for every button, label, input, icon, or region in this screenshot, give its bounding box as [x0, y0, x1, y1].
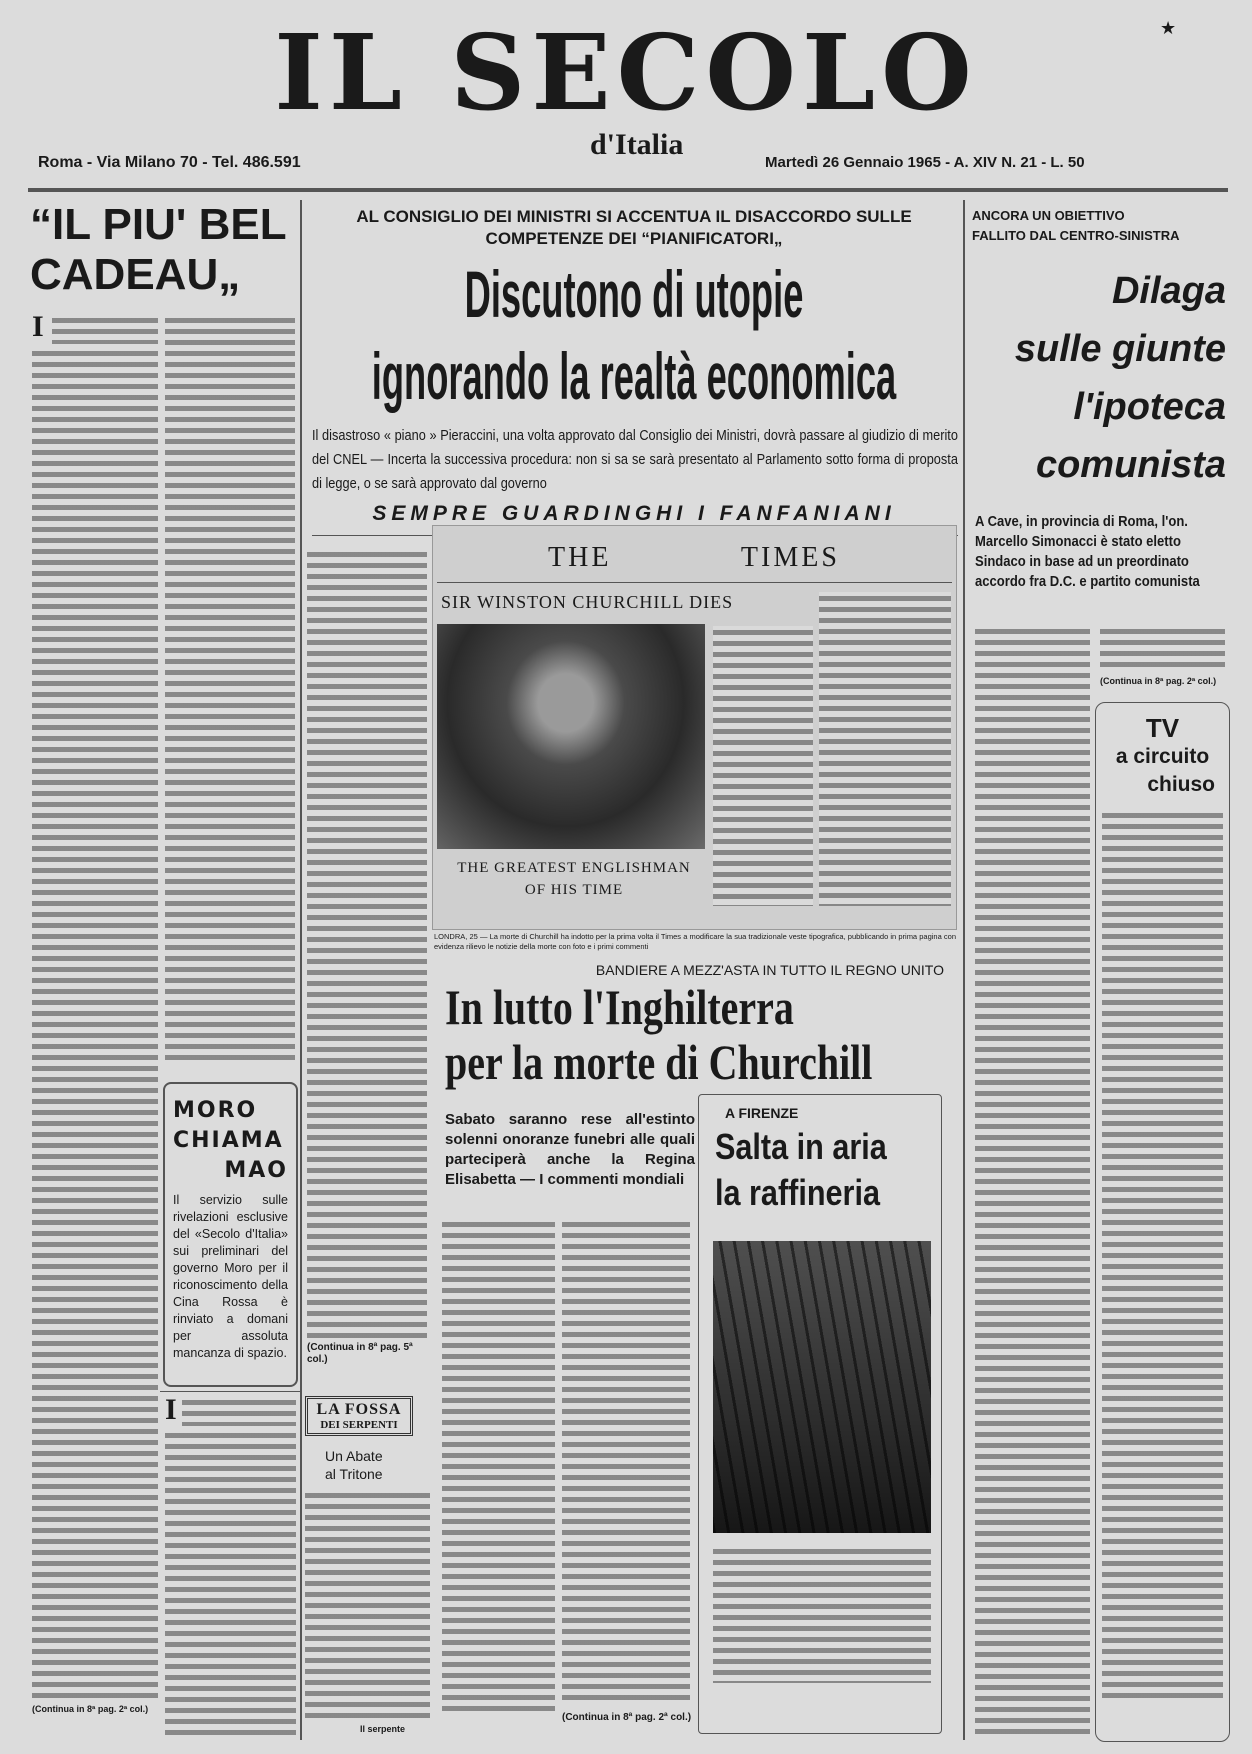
- churchill-summary: Sabato saranno rese all'estinto solenni onoranze funebri alle quali parteciperà anche la Regina Elisabetta — I commenti mondiali: [445, 1111, 695, 1188]
- continued-note: (Continua in 8ª pag. 5ª col.): [307, 1342, 413, 1365]
- right-summary: A Cave, in provincia di Roma, l'on. Marcello Simonacci è stato eletto Sindaco in base ad un preordinato accordo fra D.C. e partito comunista: [975, 514, 1200, 590]
- firenze-headline-1: Salta in aria: [715, 1126, 887, 1167]
- fossa-title-2: DEI SERPENTI: [320, 1419, 398, 1431]
- firenze-kicker: A FIRENZE: [725, 1105, 799, 1121]
- firenze-headline-2: la raffineria: [715, 1172, 880, 1213]
- tv-headline-1: TV: [1145, 713, 1180, 743]
- body-text: [165, 1429, 296, 1739]
- body-text: [165, 314, 295, 1062]
- right-headline: [968, 262, 1226, 494]
- right-kicker-2: FALLITO DAL CENTRO-SINISTRA: [972, 228, 1180, 243]
- photo-caption: [713, 1545, 931, 1683]
- churchill-headline-2: per la morte di Churchill: [445, 1034, 873, 1090]
- body-text: [307, 548, 427, 1338]
- main-kicker: AL CONSIGLIO DEI MINISTRI SI ACCENTUA IL DISACCORDO SULLE COMPETENZE DEI “PIANIFICATORI„: [356, 207, 912, 248]
- newspaper-title: IL SECOLO: [274, 11, 978, 134]
- left-continued: (Continua in 8ª pag. 2ª col.): [32, 1704, 149, 1714]
- left-headline: “IL PIU' BEL CADEAU„: [30, 200, 287, 299]
- moro-headline-3: MAO: [224, 1158, 288, 1183]
- churchill-headline-1: In lutto l'Inghilterra: [445, 979, 794, 1035]
- body-text: [305, 1489, 430, 1720]
- firenze-box: [698, 1094, 942, 1734]
- main-summary: Il disastroso « piano » Pieraccini, una volta approvato dal Consiglio dei Ministri, dovrà passare al giudizio di merito del CNEL — Incerta la successiva procedura: non si sa se sarà presentato al Parlamento sotto forma di proposta di legge, o se sarà approvato dal governo: [312, 428, 958, 492]
- tv-headline-2: a circuito: [1115, 745, 1210, 768]
- drop-cap: I: [32, 310, 44, 343]
- continued-note: (Continua in 8ª pag. 2ª col.): [562, 1712, 692, 1723]
- moro-box: [163, 1082, 298, 1387]
- moro-headline-1: MORO: [173, 1098, 258, 1123]
- rule: [437, 582, 952, 583]
- column-divider: [963, 200, 965, 1740]
- fossa-title-1: LA FOSSA: [316, 1401, 402, 1418]
- continued-note: (Continua in 8ª pag. 2ª col.): [1100, 676, 1217, 686]
- right-kicker-1: ANCORA UN OBIETTIVO: [972, 208, 1125, 223]
- main-subhead: SEMPRE GUARDINGHI I FANFANIANI: [372, 502, 896, 525]
- moro-text: Il servizio sulle rivelazioni esclusive del «Secolo d'Italia» sui preliminari del governo Moro per il riconoscimento della Cina Rossa è rinviato a domani per assoluta mancanza di spazio.: [173, 1193, 288, 1360]
- body-text: [1102, 809, 1223, 1704]
- times-photo-caption-1: THE GREATEST ENGLISHMAN: [457, 860, 691, 876]
- fossa-signature: Il serpente: [360, 1724, 406, 1734]
- churchill-photo: [437, 624, 705, 849]
- fossa-subtitle-2: al Tritone: [325, 1466, 383, 1482]
- times-masthead: THE TIMES: [548, 542, 840, 573]
- body-text: [182, 1396, 296, 1426]
- right-headline-2: sulle giunte: [1014, 328, 1226, 370]
- tv-box: [1095, 702, 1230, 1742]
- moro-headline-2: CHIAMA: [173, 1128, 284, 1153]
- times-caption: LONDRA, 25 — La morte di Churchill ha indotto per la prima volta il Times a modificare la sua tradizionale veste tipografica, pubblicando in prima pagina con evidenza rilievo le notizie della morte con foto e i primi commenti: [434, 932, 956, 951]
- drop-cap: I: [165, 1393, 177, 1426]
- main-headline-2: ignorando la realtà economica: [371, 339, 897, 413]
- body-text: [975, 625, 1090, 1738]
- churchill-kicker: BANDIERE A MEZZ'ASTA IN TUTTO IL REGNO UNITO: [595, 962, 944, 978]
- times-column-text: [713, 626, 813, 906]
- times-column-text: [819, 592, 951, 906]
- body-text: [442, 1218, 555, 1715]
- times-clipping: [432, 525, 957, 930]
- body-text: [52, 314, 158, 344]
- star-icon: ★: [1160, 18, 1177, 38]
- body-text: [562, 1218, 690, 1706]
- masthead-rule: [28, 188, 1228, 192]
- body-text: [32, 347, 158, 1699]
- dateline: Martedì 26 Gennaio 1965 - A. XIV N. 21 - L. 50: [765, 154, 1085, 171]
- times-headline: SIR WINSTON CHURCHILL DIES: [441, 592, 734, 612]
- times-photo-caption-2: OF HIS TIME: [524, 882, 624, 898]
- rule: [160, 1391, 300, 1392]
- column-divider: [300, 200, 302, 1740]
- right-headline-3: l'ipoteca: [1073, 386, 1226, 428]
- main-headline-1: Discutono di utopie: [464, 257, 804, 331]
- right-headline-4: comunista: [1035, 444, 1226, 486]
- tv-headline-3: chiuso: [1147, 773, 1215, 796]
- refinery-photo: [713, 1241, 931, 1533]
- fossa-subtitle-1: Un Abate: [325, 1448, 383, 1464]
- body-text: [1100, 625, 1225, 671]
- fossa-title-box: [305, 1396, 413, 1436]
- newspaper-subtitle: d'Italia: [590, 128, 684, 161]
- right-headline-1: Dilaga: [1111, 270, 1226, 312]
- address: Roma - Via Milano 70 - Tel. 486.591: [38, 154, 301, 171]
